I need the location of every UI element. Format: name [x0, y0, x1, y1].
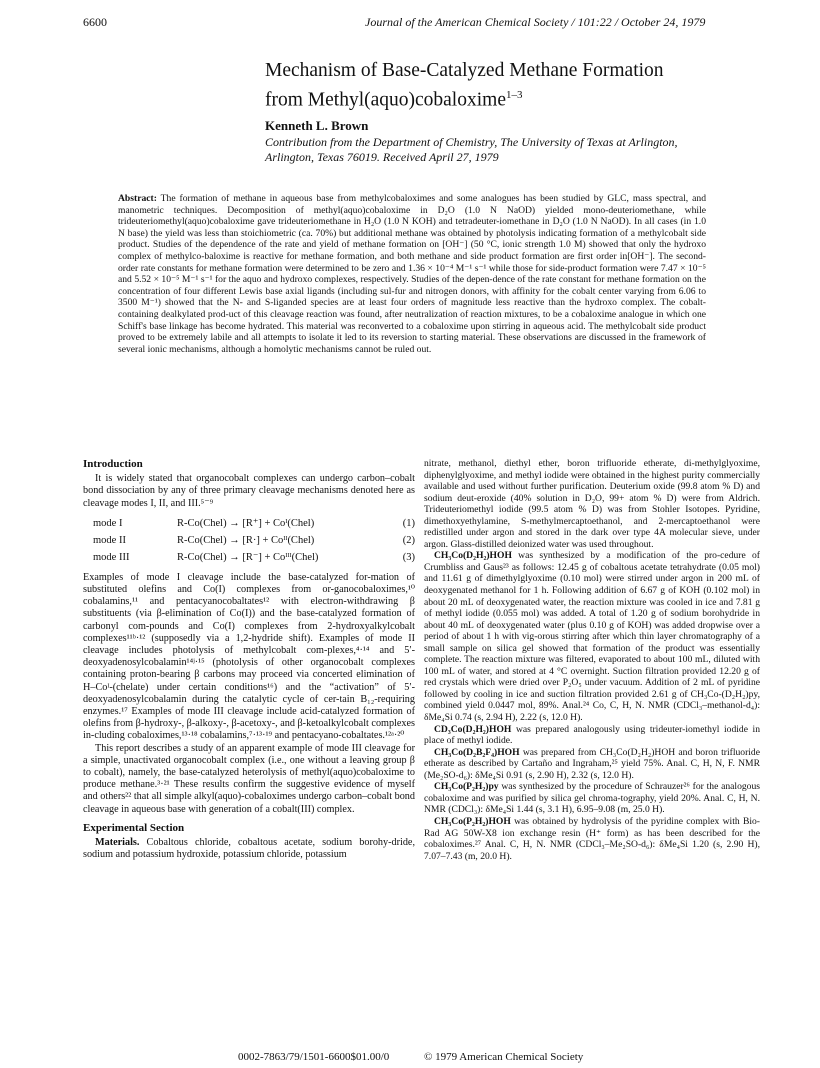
intro-paragraph-1: It is widely stated that organocobalt complexes can undergo carbon–cobalt bond dissociation by any of three primary cleavage mechanisms denoted here as cleavage modes I, II, and III.⁵⁻⁹ — [83, 473, 415, 509]
equations — [83, 516, 415, 567]
compound-label: CH₃Co(P₂H₂)py — [434, 781, 499, 793]
synthesis-text: was synthesized by a modification of the pro-cedure of Crumbliss and Gaus²³ as follows: 12.45 g of cobaltous acetate tetrahydrate (0.05 mol) and 11.61 g of dimethylglyoxime (0.10 mol) were stirred under argon in 200 mL of deoxygenated methanol for 1 h. Following addition of 6.67 g of KOH (0.102 mol) in about 20 mL of deoxygenated water, the reaction mixture was cooled in ice and 7.81 g of methyl iodide (0.055 mol) was added. A total of 1.20 g of sodium borohydride in about 40 mL of deoxygenated water (plus 0.10 g of KOH) was added dropwise over a period of about 1 h with vig-orous stirring after which thin layer chromatography of a small sample on silica gel showed that formation of the product was essentially complete. The reaction mixture was filtered, evaporated to about 100 mL, diluted with 100 mL of water, and stored at 4 °C overnight. Suction filtration provided 12.20 g of red crystals which were dried over P₂O₅ under vacuum. Addition of 2 mL of pyridine followed by cooling in ice and suction filtration provided 2.61 g of CH₃Co-(D₂H₂)py, combined yield 0.0447 mol, 89%. Anal.²⁴ Co, C, H, N. NMR (CDCl₃–methanol-d₄): δMe₄Si 0.74 (s, 2.94 H), 2.22 (s, 12.0 H). — [424, 550, 760, 724]
equation-1 — [83, 516, 415, 533]
equation-mode: mode III — [93, 552, 130, 564]
abstract — [118, 193, 706, 355]
materials-text: Cobaltous chloride, cobaltous acetate, sodium borohy-dride, sodium and potassium hydroxide, potassium chloride, potassium — [83, 837, 415, 861]
intro-paragraph-2: Examples of mode I cleavage include the base-catalyzed for-mation of substituted olefins and Co(I) complexes from or-ganocobaloximes,¹⁰ cobalamins,¹¹ and pentacyanocobaltates¹² with electron-withdrawing β substituents (via β-elimination of Co(I)) and the base-catalyzed formation of carbonyl com-pounds and Co(I) complexes from 2-hydroxyalkylcobalt complexes¹¹ᵇ·¹² (supposedly via a 1,2-hydride shift). Examples of mode II cleavage includes photolysis of methylcobalt com-plexes,⁴·¹⁴ and 5′-deoxyadenosylcobalamin¹⁴ʲ·¹⁵ (photolysis of other organocobalt complexes containing proton-bearing β carbons may proceed via concerted elimination of H–Coᴵ-(chelate) under certain conditions¹⁶) and the “activation” of 5′-deoxyadenosylcobalamin during the catalytic cycle of cer-tain B₁₂-requiring enzymes.¹⁷ Examples of mode III cleavage include acid-catalyzed formation of olefins from β-hydroxy-, β-alkoxy-, β-acetoxy-, and β-ketoalkylcobalt complexes in-cluding cobaloximes,¹³·¹⁸ cobalamins,⁷·¹³·¹⁹ and pentacyano-cobaltates.¹²ᵃ·²⁰ — [83, 571, 415, 742]
equation-2 — [83, 533, 415, 550]
equation-mode: mode II — [93, 535, 126, 547]
equation-reaction: R-Co(Chel) → [R⁻] + Coᴵᴵᴵ(Chel) — [177, 552, 319, 564]
compound-label: CH₃Co(D₂H₂)HOH — [434, 550, 512, 562]
synthesis-paragraph-5 — [424, 816, 760, 862]
compound-label: CH₃Co(D₂B₂F₄)HOH — [434, 746, 520, 758]
footer-code: 0002-7863/79/1501-6600$01.00/0 — [238, 1051, 390, 1063]
materials-paragraph — [83, 837, 415, 861]
materials-label: Materials. — [95, 837, 140, 849]
title-line-2 — [265, 83, 664, 113]
synthesis-text: was synthesized by the procedure of Schrauzer²⁶ for the analogous cobaloxime and was purified by silica gel chroma-tography, yield 20%. Anal. C, H, N. NMR (CDCl₃): δMe₄Si 1.44 (s, 3.1 H), 6.95–9.08 (m, 25.0 H). — [424, 781, 760, 816]
footer-copyright: © 1979 American Chemical Society — [424, 1051, 584, 1063]
synthesis-text: was prepared analogously using trideuter-iomethyl iodide in place of methyl iodide. — [424, 723, 760, 747]
synthesis-paragraph-1 — [424, 550, 760, 723]
title-refs: 1–3 — [505, 89, 523, 101]
abstract-text: The formation of methane in aqueous base from methylcobaloximes and some analogues has been studied by GLC, mass spectral, and manometric techniques. Decomposition of methyl(aquo)cobaloxime in D₂O (1.0 N NaOD) yielded mono-deuteriomethane, while trideuteriomethyl(aquo)cobaloxime gave trideuteriomethane in H₂O (1.0 N KOH) and tetradeuter-iomethane in D₂O (1.0 N NaOD). In all cases (in 1.0 N base) the yield was less than stoichiometric (ca. 70%) but additional methane was obtained by photolysis indicating formation of a methylcobalt side product. Studies of the dependence of the rate and yield of methane formation on [OH⁻] (50 °C, ionic strength 1.0 M) showed that only the hydroxo complex of methylco-baloxime is reactive for methane formation, and both methane and side product formation are first order in[OH⁻]. The second-order rate constants for methane formation were determined to be zero and 1.36 × 10⁻⁴ M⁻¹ s⁻¹ while those for side-product formation were 7.47 × 10⁻⁵ and 5.52 × 10⁻⁵ M⁻¹ s⁻¹ for the aquo and hydroxo complexes, respectively. Studies of the depen-dence of the rate constant for methane formation on the concentration of four different Lewis base axial ligands (including sul-fur and nitrogen donors, with affinity for the cobalt center varying from 6.06 to 3500 M⁻¹) showed that the N- and S-liganded species are at least four orders of magnitude less reactive than the hydroxo complex. The cobalt-containing dealkylated prod-uct of this cleavage reaction was found, after neutralization of reaction mixtures, to be a cobaloxime analogue in which one Schiff's base linkage has become hydrated. This material was reconverted to a cobaloxime upon stirring in aqueous acid. The methylcobalt side product proved to be extremely labile and all attempts to isolate it led to its reversion to starting material. These observations are discussed in the framework of several ionic mechanisms, although a homolytic mechanisms cannot be ruled out. — [118, 193, 706, 355]
introduction-heading: Introduction — [83, 458, 143, 470]
compound-label: CD₃Co(D₂H₂)HOH — [434, 723, 512, 735]
affiliation-line-2: Arlington, Texas 76019. Received April 27, 1979 — [265, 150, 499, 164]
page-number: 6600 — [83, 15, 107, 29]
equation-number: (2) — [402, 535, 415, 547]
equation-number: (3) — [402, 552, 415, 564]
synthesis-paragraph-2 — [424, 724, 760, 747]
affiliation-line-1: Contribution from the Department of Chemistry, The University of Texas at Arlington, — [265, 135, 678, 149]
experimental-heading: Experimental Section — [83, 821, 185, 834]
right-column — [424, 458, 760, 862]
synthesis-paragraph-3 — [424, 747, 760, 782]
equation-3 — [83, 550, 415, 567]
affiliation — [265, 135, 678, 165]
article-title — [265, 58, 664, 113]
equation-reaction: R-Co(Chel) → [R·] + Coᴵᴵ(Chel) — [177, 535, 315, 547]
compound-label: CH₃Co(P₂H₂)HOH — [434, 815, 511, 827]
synthesis-paragraph-4 — [424, 781, 760, 816]
left-column — [83, 458, 415, 861]
abstract-label: Abstract: — [118, 193, 157, 204]
synthesis-text: was prepared from CH₃Co(D₂H₂)HOH and boron trifluoride etherate as described by Cartaño and Ingraham,²⁵ yield 75%. Anal. C, H, N, F. NMR (Me₂SO-d₆): δMe₄Si 0.91 (s, 2.90 H), 2.32 (s, 12.0 H). — [424, 746, 760, 781]
author: Kenneth L. Brown — [265, 118, 369, 133]
equation-reaction: R-Co(Chel) → [R⁺] + Coᴵ(Chel) — [177, 518, 315, 530]
materials-continued: nitrate, methanol, diethyl ether, boron trifluoride etherate, di-methylglyoxime, diphenylglyoxime, and methyl iodide were obtained in the highest purity commercially available and used without further purification. Deuterium oxide (99.8 atom % D) and sodium deut-eroxide (40% solution in D₂O, 99+ atom % D) were from Aldrich. Trideuteriomethyl iodide (99.5 atom % D) was from Stohler Isotopes. Pyridine, dimethoxyethylamine, S-methylmercaptoethanol, and 2-mercaptoethanol were redistilled under argon and stored in the dark over type 4A molecular sieve, under argon. Glass-distilled deionized water was used throughout. — [424, 458, 760, 550]
equation-number: (1) — [402, 518, 415, 530]
title-line-2-text: from Methyl(aquo)cobaloxime — [265, 89, 506, 111]
intro-paragraph-3: This report describes a study of an apparent example of mode III cleavage for a simple, unactivated organocobalt complex (i.e., one without a leaving group β to cobalt), namely, the base-catalyzed heterolysis of methyl(aquo)cobaloxime to produce methane.³·²¹ These results confirm the suggestive evidence of myself and others²² that all simple alkyl(aquo)-cobaloximes undergo carbon–cobalt bond cleavage in aqueous base with generation of a cobalt(III) complex. — [83, 742, 415, 815]
equation-mode: mode I — [93, 518, 123, 530]
journal-header: Journal of the American Chemical Society / 101:22 / October 24, 1979 — [365, 15, 706, 29]
title-line-1: Mechanism of Base-Catalyzed Methane Formation — [265, 60, 664, 81]
synthesis-text: was obtained by hydrolysis of the pyridine complex with Bio-Rad AG 50W-X8 ion exchange resin (H⁺ form) as has been described for the cobaloximes.²⁷ Anal. C, H, N. NMR (CDCl₃–Me₂SO-d₆): δMe₄Si 1.20 (s, 2.90 H), 7.07–7.43 (m, 20.0 H). — [424, 815, 760, 862]
